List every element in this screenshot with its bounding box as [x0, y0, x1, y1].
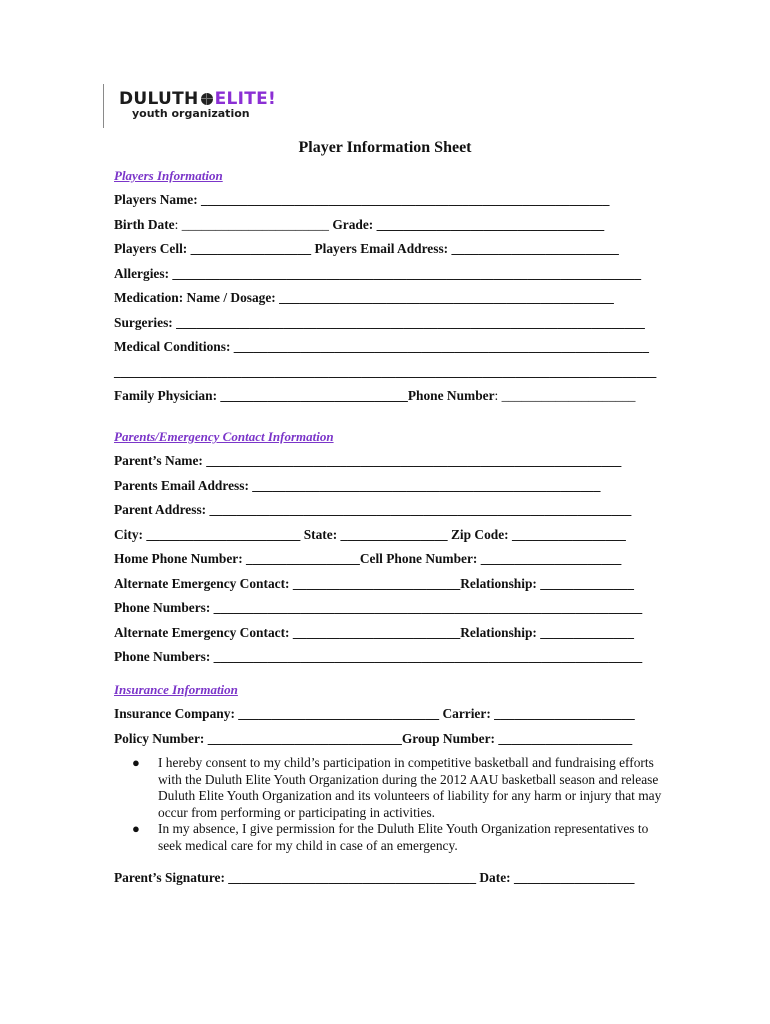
home-cell-phone-field[interactable]: Home Phone Number: _________________Cell Phone Number: _____________________ — [114, 551, 622, 566]
logo-subtitle: youth organization — [132, 107, 250, 120]
insurance-company-carrier-field[interactable]: Insurance Company: ______________________________ Carrier: _____________________ — [114, 706, 635, 721]
family-physician-line: Family Physician: ____________________________ — [114, 388, 408, 403]
basketball-icon — [201, 93, 213, 105]
bullet-icon: ● — [132, 755, 140, 770]
logo-word-duluth: DULUTH — [119, 89, 199, 109]
city-state-zip-field[interactable]: City: _______________________ State: ________________ Zip Code: _________________ — [114, 527, 626, 542]
section-players-information: Players Information — [114, 168, 223, 183]
bullet-icon: ● — [132, 821, 140, 837]
grade-line: Grade: __________________________________ — [332, 217, 605, 232]
birth-date-label: Birth Date — [114, 217, 175, 232]
alternate-contact-1-field[interactable]: Alternate Emergency Contact: _________________________Relationship: ______________ — [114, 576, 634, 591]
section-insurance-information: Insurance Information — [114, 682, 238, 697]
consent-bullet-1 — [130, 755, 670, 821]
logo-word-elite: ELITE! — [214, 89, 277, 109]
section-parents-emergency-contact: Parents/Emergency Contact Information — [114, 429, 334, 444]
phone-numbers-1-field[interactable]: Phone Numbers: ________________________________________________________________ — [114, 600, 643, 615]
players-cell-email-field[interactable]: Players Cell: __________________ Players Email Address: _________________________ — [114, 241, 619, 256]
page-title: Player Information Sheet — [298, 139, 472, 156]
parent-signature-date-field[interactable]: Parent’s Signature: _____________________________________ Date: __________________ — [114, 870, 635, 885]
birth-date-grade-field[interactable] — [114, 217, 659, 233]
header-divider — [103, 84, 104, 128]
alternate-contact-2-field[interactable]: Alternate Emergency Contact: _________________________Relationship: ______________ — [114, 625, 634, 640]
medication-field[interactable]: Medication: Name / Dosage: __________________________________________________ — [114, 290, 614, 305]
phone-number-label: Phone Number — [407, 388, 495, 403]
players-name-field[interactable]: Players Name: _____________________________________________________________ — [114, 192, 610, 207]
consent-text-2: In my absence, I give permission for the Duluth Elite Youth Organization representatives to seek medical care for my child in case of an emergency. — [158, 821, 649, 853]
parents-email-field[interactable]: Parents Email Address: ____________________________________________________ — [114, 478, 601, 493]
consent-bullet-2 — [130, 821, 670, 854]
surgeries-field[interactable]: Surgeries: ______________________________________________________________________ — [114, 315, 645, 330]
allergies-field[interactable]: Allergies: ______________________________________________________________________ — [114, 266, 642, 281]
phone-numbers-2-field[interactable]: Phone Numbers: ________________________________________________________________ — [114, 649, 643, 664]
policy-group-number-field[interactable]: Policy Number: _____________________________Group Number: ____________________ — [114, 731, 633, 746]
parent-address-field[interactable]: Parent Address: _______________________________________________________________ — [114, 502, 632, 517]
medical-conditions-continuation-line[interactable]: _________________________________________________________________________________ — [114, 364, 657, 379]
family-physician-field[interactable] — [114, 388, 659, 404]
logo-wordmark — [119, 89, 276, 109]
consent-list — [130, 755, 670, 855]
medical-conditions-field[interactable]: Medical Conditions: ______________________________________________________________ — [114, 339, 649, 354]
birth-date-line: : ______________________ — [174, 217, 333, 232]
parent-name-field[interactable]: Parent’s Name: ______________________________________________________________ — [114, 453, 622, 468]
consent-text-1: I hereby consent to my child’s participation in competitive basketball and fundraising efforts with the Duluth Elite Youth Organization during the 2012 AAU basketball season and release Duluth Elite Youth Organization and its volunteers of liability for any harm or injury that may occur from performing or participating in activities. — [158, 755, 662, 820]
phone-number-line: : ____________________ — [494, 388, 636, 403]
duluth-elite-logo — [119, 89, 277, 125]
